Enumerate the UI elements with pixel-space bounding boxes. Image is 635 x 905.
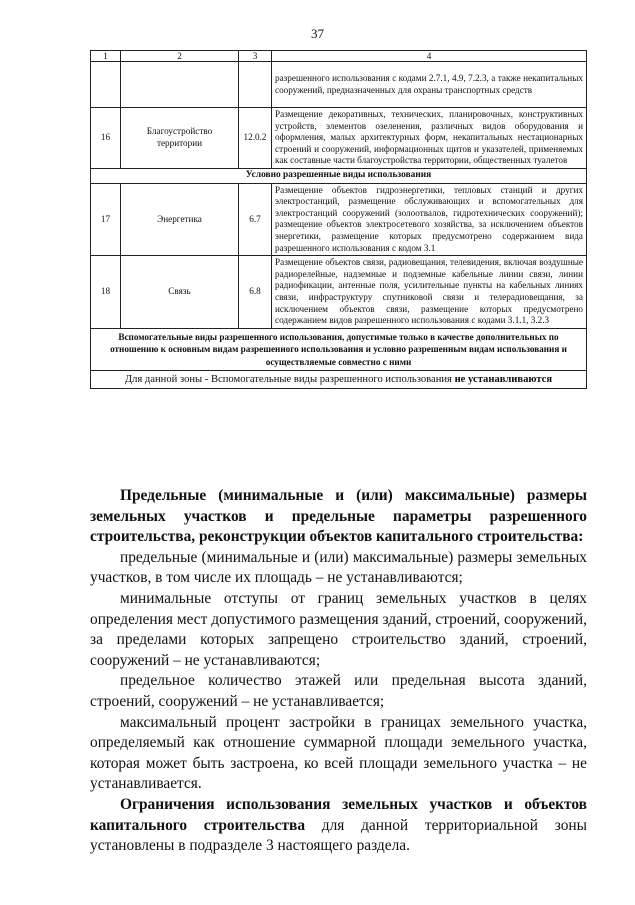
section-header-row — [91, 328, 587, 371]
restrictions-emphasis: Ограничения использования земельных участков и объектов капитального строительства — [90, 795, 587, 834]
table-cell-name: Благоустройство территории — [121, 108, 239, 169]
paragraph-restrictions — [90, 795, 587, 857]
table-header-row — [91, 51, 587, 62]
body-text — [90, 486, 587, 857]
table-cell-desc: Размещение объектов связи, радиовещания, телевидения, включая воздушные радиорелейные, надземные и подземные кабельные линии связи, линии радиофикации, антенные поля, усилительные пункты на кабельных линиях связи, инфраструктуру спутниковой связи и телерадиовещания, за исключением объектов связи, размещение которых предусмотрено содержанием видов разрешенного использования с кодами 3.1.1, 3.2.3 — [272, 256, 587, 329]
table-note-row — [91, 371, 587, 389]
paragraph-setbacks: минимальные отступы от границ земельных участков в целях определения мест допустимого размещения зданий, строений, сооружений, за пределами которых запрещено строительство зданий, строений, сооружений – не устанавливаются; — [90, 589, 587, 669]
table-row — [91, 183, 587, 256]
table-row — [91, 108, 587, 169]
table-cell-code: 6.8 — [239, 256, 272, 329]
section-heading: Предельные (минимальные и (или) максимальные) размеры земельных участков и предельные параметры разрешенного строительства, реконструкции объектов капитального строительства: — [90, 487, 587, 546]
table-cell-num — [91, 62, 121, 108]
table-cell-code — [239, 62, 272, 108]
section-header-row — [91, 168, 587, 183]
table-cell-num: 17 — [91, 183, 121, 256]
column-header-1: 1 — [91, 51, 121, 62]
paragraph-floors: предельное количество этажей или предельная высота зданий, строений, сооружений – не устанавливается; — [90, 672, 587, 710]
table-note-emphasis: не устанавливаются — [454, 374, 553, 386]
table-cell-name: Энергетика — [121, 183, 239, 256]
land-use-table — [90, 50, 587, 389]
column-header-2: 2 — [121, 51, 239, 62]
table-cell-desc: разрешенного использования с кодами 2.7.1, 4.9, 7.2.3, а также некапитальных сооружений, предназначенных для охраны транспортных средств — [272, 62, 587, 108]
table-cell-desc: Размещение декоративных, технических, планировочных, конструктивных устройств, элементов озеленения, различных видов оборудования и оформления, малых архитектурных форм, некапитальных нестационарных строений и сооружений, информационных щитов и указателей, применяемых как составные части благоустройства территории, общественных туалетов — [272, 108, 587, 169]
section-header-conditional: Условно разрешенные виды использования — [91, 168, 587, 183]
page-number: 37 — [311, 26, 324, 41]
section-header-auxiliary: Вспомогательные виды разрешенного использования, допустимые только в качестве дополнительных по отношению к основным видам разрешенного использования и условно разрешенным видам использования и осуществляемые совместно с ними — [91, 328, 587, 371]
restrictions-text: для данной территориальной зоны установлены в подразделе 3 настоящего раздела. — [90, 816, 587, 855]
table-cell-num: 18 — [91, 256, 121, 329]
table-note — [91, 371, 587, 389]
column-header-3: 3 — [239, 51, 272, 62]
table-cell-code: 12.0.2 — [239, 108, 272, 169]
table-cell-code: 6.7 — [239, 183, 272, 256]
table-cell-desc: Размещение объектов гидроэнергетики, тепловых станций и других электростанций, размещение обслуживающих и вспомогательных для электростанций сооружений (золоотвалов, гидротехнических сооружений); размещение объектов электросетевого хозяйства, за исключением объектов энергетики, размещение которых предусмотрено содержанием вида разрешенного использования с кодом 3.1 — [272, 183, 587, 256]
table-cell-num: 16 — [91, 108, 121, 169]
table-row — [91, 62, 587, 108]
column-header-4: 4 — [272, 51, 587, 62]
table-row — [91, 256, 587, 329]
table-cell-name — [121, 62, 239, 108]
table-cell-name: Связь — [121, 256, 239, 329]
paragraph-plot-sizes: предельные (минимальные и (или) максимальные) размеры земельных участков, в том числе их площадь – не устанавливаются; — [90, 548, 587, 587]
paragraph-coverage: максимальный процент застройки в границах земельного участка, определяемый как отношение суммарной площади земельного участка, которая может быть застроена, ко всей площади земельного участка – не устанавливается. — [90, 713, 587, 793]
table-note-text: Для данной зоны - Вспомогательные виды разрешенного использования — [124, 374, 455, 386]
